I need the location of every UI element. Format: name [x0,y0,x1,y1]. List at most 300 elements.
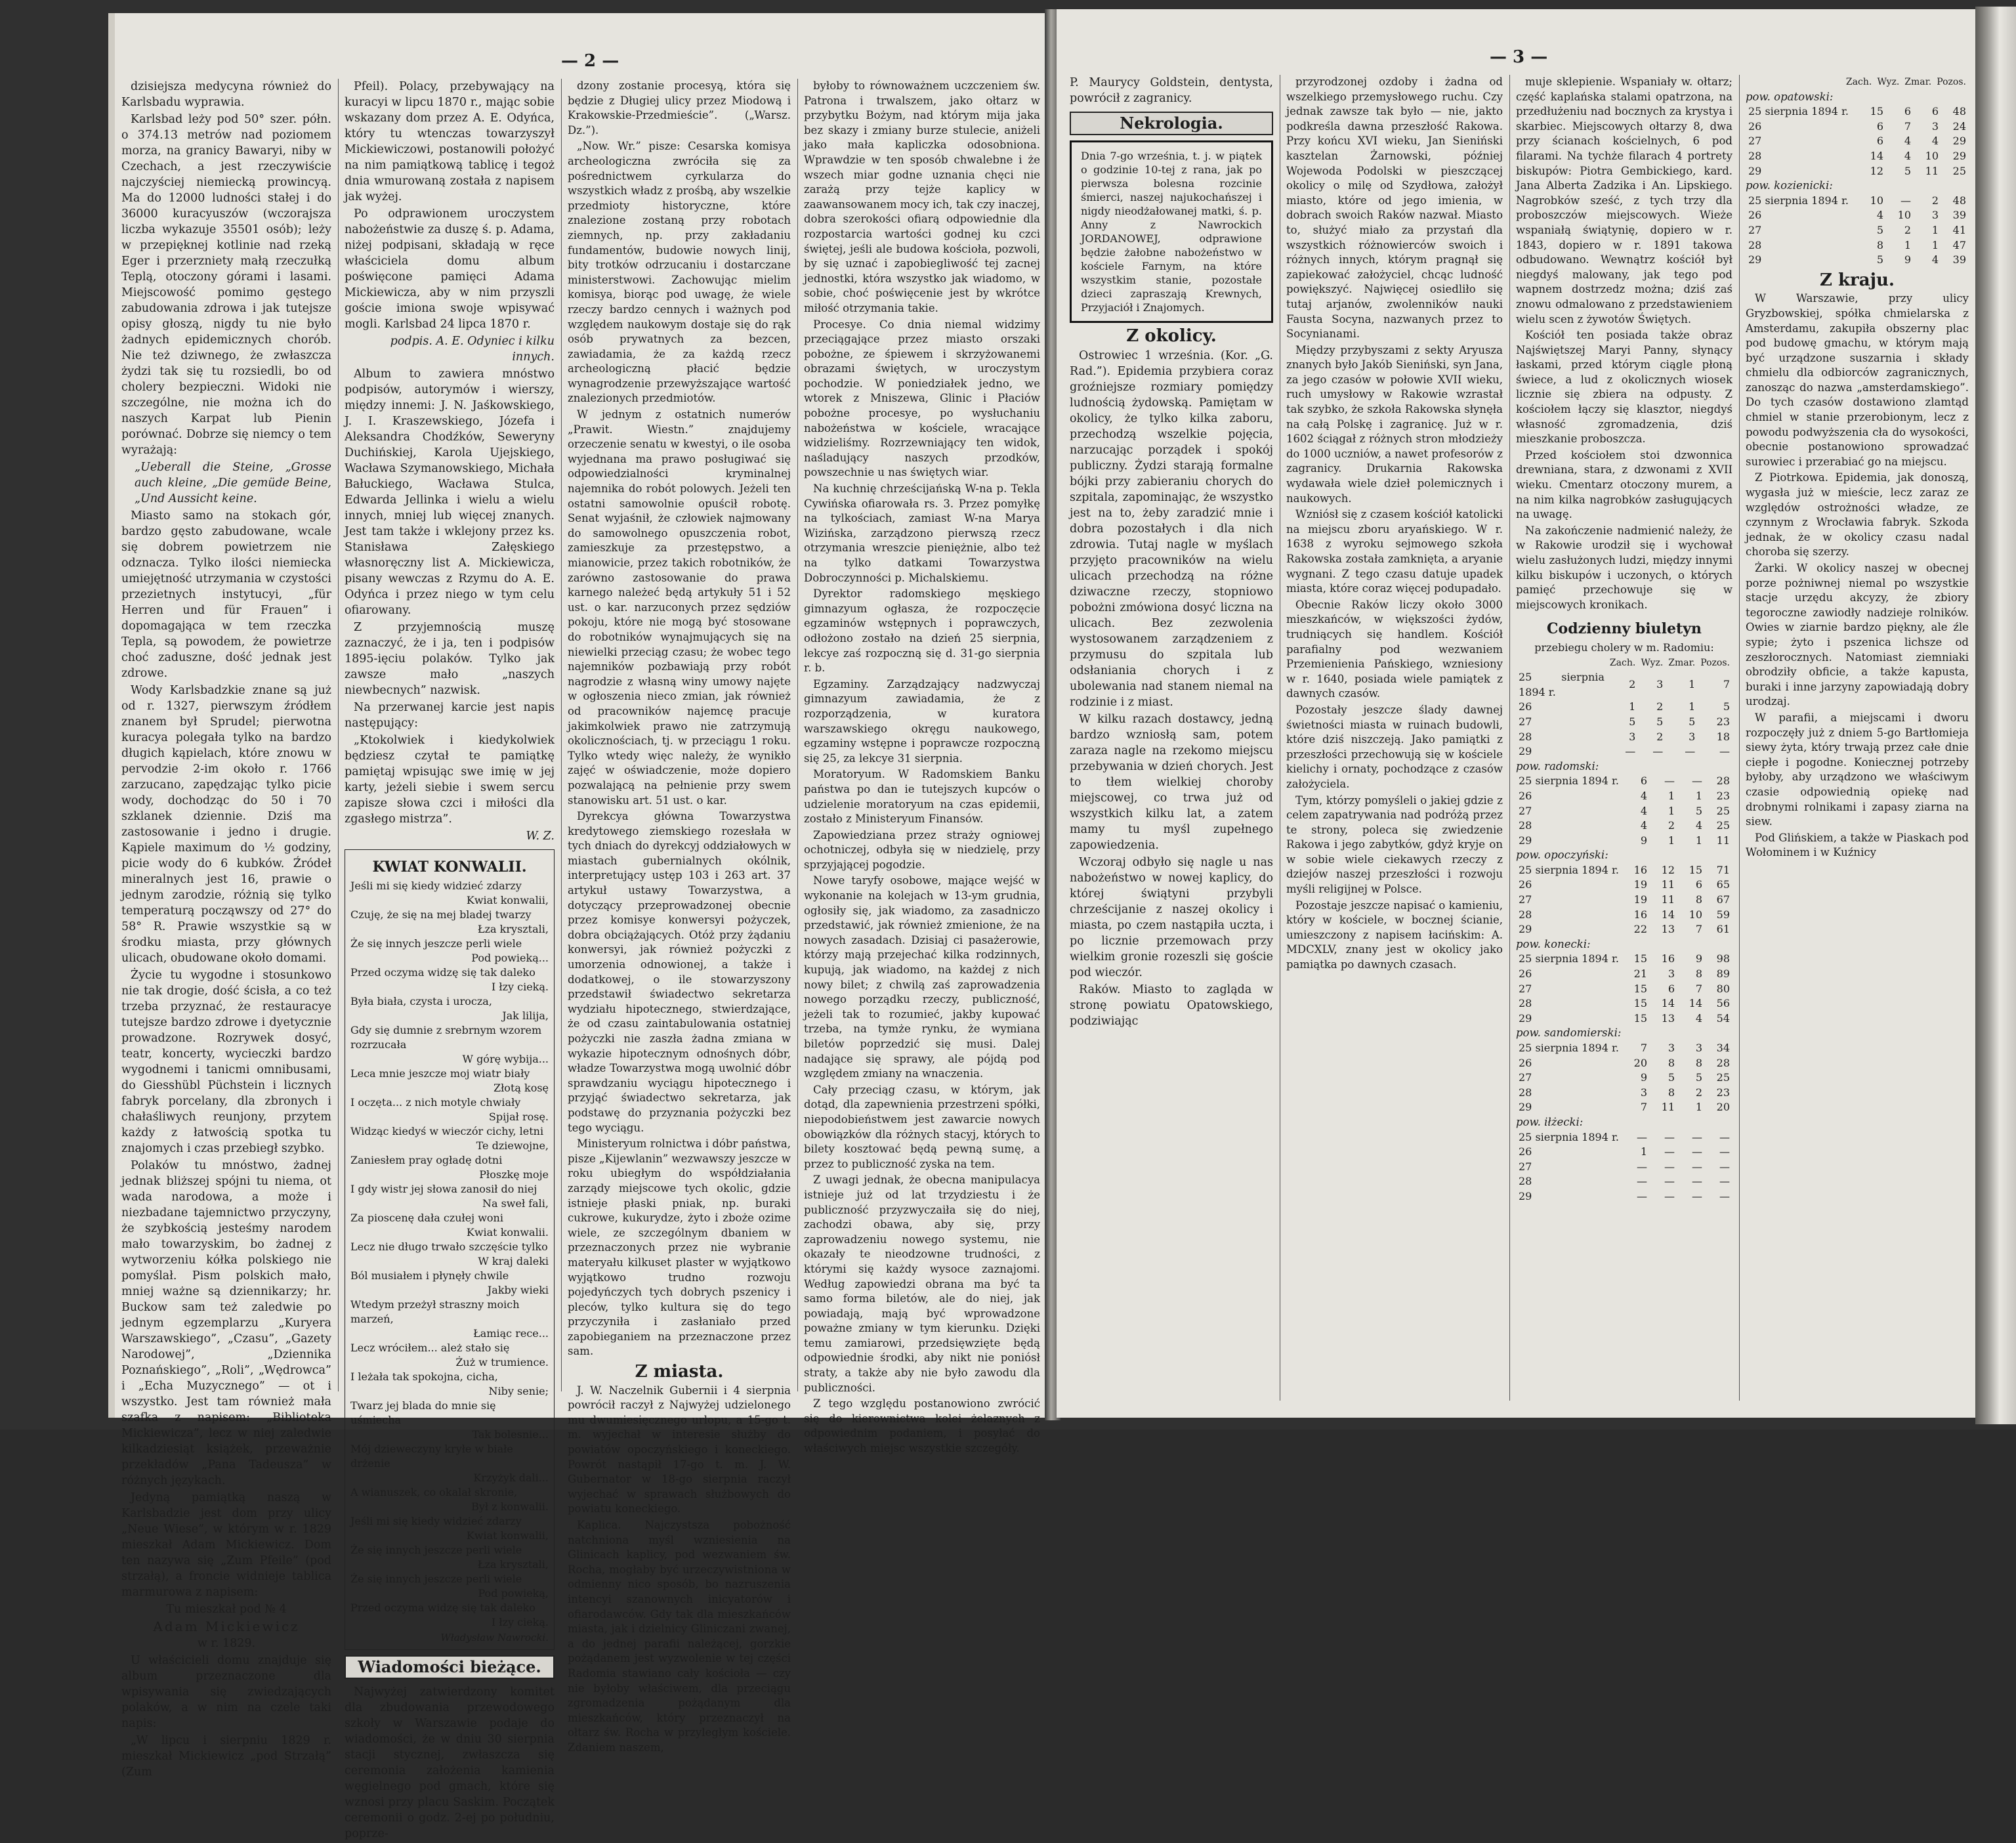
paragraph: przyrodzonej ozdoby i żadna od wszelkiego przemysłowego ruchu. Czy jednak zawsze tak było — nie, jakto podkreśla dawna przeszłość Rakowa. Przy końcu XVI wieku, Jan Sieniński kasztelan Żarnowski, później Wojewoda Podolski w pieszczącej okolicy o milę od Szydłowa, założył miasto, które od jego imienia, w dobrach swoich Raków nazwał. Miasto to, służyć miało za przystań dla wszystkich różnowierców swoich i różnych innych, którym pragnął się zapiekować założyciel, chcąc ludność powiększyć. Najwięcej osiedliło się tutaj arjanów, zwolenników nauki Fausta Socyna, nazwanych przez to Socynianami. [1286,75,1503,341]
poem-line: Twarz jej blada do mnie się uśmiecha [350,1399,496,1426]
stats-date: 27 [1748,135,1762,148]
stats-value: 4 [1640,804,1647,817]
stats-district-table [1746,194,1969,268]
stats-value: 59 [1716,908,1730,921]
stats-value: — [1664,1130,1675,1143]
stats-district-label: pow. radomski: [1516,759,1599,773]
stats-value: 12 [1661,863,1675,876]
stats-value: 8 [1668,1056,1675,1069]
stats-value: 6 [1904,105,1911,118]
stats-row [1746,104,1969,119]
stats-row [1516,996,1732,1011]
stats-header-cell: Wyz. [1641,657,1664,668]
poem-line: Zaniesłem pray ogładę dotni [350,1154,503,1166]
stats-value: 28 [1716,774,1730,788]
stats-value: — [1719,1189,1730,1202]
stats-value: 25 [1952,164,1966,177]
newspaper-page-left [108,13,1053,1840]
stats-value: 6 [1876,135,1883,148]
left-column-2 [345,79,555,1843]
poem-line: Na sweł fali, [482,1197,549,1210]
stats-value: 89 [1716,967,1730,981]
poem-line: Krzyżyk dali... [473,1472,549,1484]
poem-line: Jak lilija, [502,1009,549,1022]
stats-value: 7 [1904,119,1911,133]
stats-value: 11 [1661,893,1675,906]
stats-value: 71 [1716,863,1730,876]
stats-value: 8 [1876,238,1883,251]
book-edge [1975,7,2016,1424]
stats-value: — [1664,1145,1675,1158]
stats-value: 61 [1716,923,1730,936]
cholera-stats-table-radom [1516,656,1732,759]
stats-value: — [1685,745,1696,758]
poem-line: I łzy cieką. [491,1616,549,1628]
stats-value: 4 [1695,819,1702,832]
poem-line: Te dziewojne, [476,1139,549,1152]
stats-value: 56 [1716,997,1730,1010]
stats-value: 16 [1633,908,1647,921]
poem-line: Żuż w trumience. [455,1356,549,1368]
stats-value: 14 [1870,149,1883,162]
poem-line: Lecz wróciłem... ależ stało się [350,1342,510,1354]
stats-value: 16 [1633,863,1647,876]
stats-value: — [1719,1160,1730,1173]
stats-value: 28 [1716,1056,1730,1069]
stats-header-cell: Zmar. [1668,657,1696,668]
stats-value: 15 [1633,952,1647,965]
paragraph: U właścicieli domu znajduje się album przeznaczone dla wpisywania się zwiedzających polaków, a w nim na czele taki napis: [121,1654,331,1730]
stats-date: 27 [1519,715,1532,728]
stats-value: 4 [1931,253,1939,266]
stats-district-label: pow. opoczyński: [1516,849,1608,862]
stats-value: 29 [1952,149,1966,162]
stats-value: 3 [1689,730,1696,743]
stats-value: 1 [1668,804,1675,817]
stats-value: — [1637,1175,1647,1188]
stats-value: 1 [1668,834,1675,847]
stats-district-table [1516,1041,1732,1115]
stats-value: 8 [1695,1056,1702,1069]
stats-date: 26 [1519,789,1532,802]
paragraph: „Ktokolwiek i kiedykolwiek będziesz czytał te pamiątkę pamiętaj wpisując swe imię w jej karty, jeżeli siebie i swem sercu zapisze słowa czci i miłości dla zgasłego mistrza”. [345,734,555,826]
stats-date: 28 [1519,1086,1532,1099]
plaque-line: Tu mieszkał pod № 4 [166,1603,287,1616]
stats-value: 3 [1695,1042,1702,1054]
poem-line: Gdy się dumnie z srebrnym wzorem rozrzucała [350,1024,542,1051]
poem-line: I łzy cieką. [491,981,549,993]
stats-value: 39 [1952,209,1966,222]
stats-value: 21 [1633,967,1647,981]
stats-row [1516,670,1732,700]
stats-date: 28 [1519,819,1532,832]
stats-district-table [1516,774,1732,848]
poem-line: Pod powieką... [471,952,549,964]
stats-value: 19 [1633,893,1647,906]
stats-row [1516,818,1732,834]
stats-value: 6 [1876,119,1883,133]
poem-line: Jeśli mi się kiedy widzieć zdarzy [350,879,522,892]
stats-value: 4 [1904,149,1911,162]
paragraph: Wczoraj odbyło się nagle u nas nabożeństwo w nowej kaplicy, do której świątyni przybyli chrześcijanie z naszej okolicy i miasta, po czem nastąpiła uczta, i po licznie przemowach przy wielkim gronie rozeszli się goście pod wieczór. [1070,856,1273,979]
stats-date: 28 [1748,149,1762,162]
stats-value: 10 [1925,149,1939,162]
stats-row [1516,1189,1732,1204]
stats-value: — [1719,1145,1730,1158]
stats-value: 2 [1695,1086,1702,1099]
stats-value: 11 [1661,878,1675,891]
stats-header-row [1746,75,1969,90]
stats-value: 7 [1723,678,1730,691]
stats-district-label: pow. opatowski: [1746,90,1834,103]
stats-date: 28 [1748,238,1762,251]
poem-line: I leżała tak spokojna, cicha, [350,1370,498,1383]
stats-value: — [1664,1160,1675,1173]
obituary-notice: Dnia 7-go września, t. j. w piątek o godzinie 10-tej z rana, jak po pierwsza bolesna rozcinie śmierci, naszej najukochańszej i nigdy nieodżałowanej matki, ś. p. Anny z Nawrockich JORDANOWEJ, odprawione będzie żałobne nabożeństwo w kościele Farnym, na które wszystkim stanie, pozostałe dzieci zapraszają Krewnych, Przyjaciół i Znajomych. [1070,140,1273,323]
stats-value: 4 [1695,1011,1702,1025]
stats-row [1516,863,1732,878]
stats-value: 1 [1689,700,1696,713]
paragraph: Nowe taryfy osobowe, mające wejść w wykonanie na kolejach w 13-ym grudnia, ogłosiły się, jak wiadomo, za zasadniczo przedstawić, jak również zmienione, że na nowych zasadach. Dzisiaj ci pasażerowie, którzy mają przejechać kilka rodzinnych, kupują, jak wiadomo, na każdej z nich nowy bilet; z chwilą zaś zaprowadzenia nowego porządku rzeczy, publiczność, jeżeli tak to rozumieć, jakby kupować trzeba, na tymże rynku, że wymiana biletów poprzedzić się musi. Dalej nadające się sprawy, ale pójdą pod względem zmiany na wnaczenia. [804,874,1040,1080]
stats-date: 29 [1519,923,1532,936]
stats-header-cell: Pozos. [1937,77,1966,87]
stats-value: 10 [1897,209,1911,222]
paragraph: „W lipcu i sierpniu 1829 r. mieszkał Mickiewicz „pod Strzałą” (Zum [121,1734,331,1779]
stats-value: 5 [1876,223,1883,236]
poem-line: Że się innych jeszcze perli wiele [350,1573,522,1585]
paragraph: Procesye. Co dnia niemal widzimy przeciągające przez miasto orszaki pobożne, ze śpiewem i skrzyżowanemi obrazami świętych, w uroczystym pochodzie. W poniedziałek jedno, we wtorek z Mniszewa, Glinic i Płaciów pobożne procesye, po wysłuchaniu nabożeństwa w kościele, wracające widzieliśmy. Rozrzewniający ten widok, naśladujący naszych przodków, powszechnie u nas świętych wiar. [804,318,1040,479]
stats-value: 39 [1952,253,1966,266]
stats-value: 9 [1640,834,1647,847]
newspaper-page-right [1057,9,1982,1418]
stats-row [1516,834,1732,849]
stats-value: 11 [1925,164,1939,177]
paragraph: Na przerwanej karcie jest napis następujący: [345,701,555,730]
stats-date: 29 [1519,1101,1532,1114]
stats-value: — [1692,774,1702,788]
section-heading-country: Z kraju. [1820,270,1895,290]
stats-value: — [1692,1189,1702,1202]
stats-row [1516,1145,1732,1160]
stats-row [1516,744,1732,759]
stats-value: 1 [1931,238,1939,251]
stats-date: 27 [1519,804,1532,817]
paragraph: Album to zawiera mnóstwo podpisów, autorymów i wierszy, między innemi: J. N. Jaśkowskiego, J. I. Kraszewskiego, Józefa i Aleksandra Chodźków, Seweryny Duchińskiej, Karola Ujejskiego, Wacława Szymanowskiego, Michała Bałuckiego, Wacława Stulca, Edwarda Jellinka i wielu a wielu innych, mniej lub więcej znanych. Jest tam także i wklejony przez ks. Stanisława Załęskiego własnoręczny list A. Mickiewicza, pisany wewczas z Rzymu do A. E. Odyńca i przez niego w tym celu ofiarowany. [345,368,555,617]
stats-district-label: pow. sandomierski: [1516,1027,1622,1040]
right-column-2 [1286,75,1503,974]
stats-value: 14 [1661,908,1675,921]
stats-value: 4 [1931,135,1939,148]
column-rule [338,79,339,1391]
stats-row [1746,208,1969,223]
stats-value: 67 [1716,893,1730,906]
stats-row [1516,982,1732,997]
stats-value: 9 [1695,952,1702,965]
poem-line: Lecz nie długo trwało szczęście tylko [350,1240,548,1253]
stats-date: 27 [1748,223,1762,236]
paragraph: Pod Glińskiem, a także w Piaskach pod Wołominem i w Kuźnicy [1746,831,1969,859]
stats-date: 29 [1748,253,1762,266]
stats-value: 15 [1633,1011,1647,1025]
stats-row [1516,700,1732,715]
page-number-right: — 3 — [1490,47,1548,67]
stats-row [1746,149,1969,164]
stats-value: 5 [1629,715,1636,728]
stats-row [1516,1130,1732,1145]
stats-value: — [1652,745,1664,758]
signature-line: podpis. A. E. Odyniec i kilku innych. [390,335,555,364]
stats-row [1516,967,1732,982]
stats-value: 4 [1640,789,1647,802]
poem-line: Kwiat konwalii. [466,1226,549,1239]
stats-date: 27 [1519,982,1532,995]
stats-value: 4 [1640,819,1647,832]
stats-value: 25 [1716,819,1730,832]
stats-value: 20 [1633,1056,1647,1069]
stats-value: 1 [1695,1101,1702,1114]
stats-district-label: pow. konecki: [1516,937,1591,950]
paragraph: Przed kościołem stoi dzwonnica drewniana, stara, z dzwonami z XVII wieku. Cmentarz otoczony murem, a na nim kilka nagrobków zasługujących na uwagę. [1516,448,1732,521]
paragraph: muje sklepienie. Wspaniały w. ołtarz; część kaplańska stalami opatrzona, na przedłużeniu nad bocznych za krystya i skarbiec. Miejscowych ołtarzy 8, dwa przy ścianach kościelnych, 6 pod filarami. Na tychże filarach 4 portrety biskupów: Piotra Gembickiego, kard. Jana Alberta Zadzika i An. Lipskiego. Nagrobków sześć, z tych trzy dla proboszczów miejscowych. Wieże wspaniałą świątynię, dopiero w r. 1843, dopiero w r. 1891 takowa odbudowano. Wewnątrz kościół był niegdyś malowany, jak tego pod wapnem dostrzedz można; dziś zaś znowu odmalowano z przedstawieniem wielu scen z żywotów Świętych. [1516,75,1732,326]
poem-line: Pod powieką, [478,1587,549,1599]
paragraph: Między przybyszami z sekty Aryusza znanych było Jakób Sieniński, syn Jana, za jego czasów w połowie XVII wieku, ruch umysłowy w Rakowie wzrastał tak szybko, że szkoła Rakowska słynęła na całą Polskę i zagranicę. Już w r. 1602 ściągał z różnych stron młodzieży do 1000 uczniów, a nawet profesorów z zagranicy. Drukarnia Rakowska wydawała wiele dzieł polemicznych i naukowych. [1286,343,1503,505]
poem-line: Mój dzieweczyny kryłe w białe drżenie [350,1443,513,1470]
paragraph: J. W. Naczelnik Gubernii i 4 sierpnia powrócił raczył z Najwyżej udzielonego mu dwumiesięcznego urlopu, a 15-go t. m. wyjechał w interesie służby do powiatów opoczyńskiego i koneckiego. Powrót nastąpił 17-go t. m. J. W. Gubernator w 18-go sierpnia raczył wyjechać w sprawach służbowych do powiatu koneckiego. [568,1384,791,1515]
poem-title: KWIAT KONWALII. [372,858,527,876]
stats-value: 1 [1689,678,1696,691]
paragraph: byłoby to równoważnem uczczeniem św. Patrona i trwalszem, jako ołtarz w przybytku Bożym, nad którym mija jaka bez skazy i zmiany burze stulecie, aniżeli jako mała kapliczka odosobniona. Wprawdzie w ten sposób chwalebne i że wszech miar godne uznania chęci nie zarażą przy tejże kaplicy w zaawansowanem mocy ich, tak czy inaczej, dobra szerokości ofiarą odpowiednie dla rozpostarcia wartości godnej ku czci świętej, jeśli ale budowa kościoła, pozwoli, by się uznać i zapobiegliwość tej zacnej jednostki, która wszystko jak wiadomo, w sobie, choć poświęcenie jest by wkrótce miłość otrzymania takie. [804,79,1040,314]
stats-date: 26 [1748,119,1762,133]
stats-date: 25 sierpnia 1894 r. [1519,863,1619,876]
stats-date: 25 sierpnia 1894 r. [1519,952,1619,965]
paragraph: Dyrekcya główna Towarzystwa kredytowego ziemskiego rozesłała w tych dniach do dyrekcyj oddziałowych w miastach gubernialnych okólnik, interpretujący ustęp 103 i 263 art. 37 artykuł ustawy Towarzystwa, a dotyczący przeprowadzonej obecnie przez komisye konwersyi pożyczek, dobra obciążających. Otóż przy żądaniu konwersyi, jak również pożyczki z umorzenia odnowionej, a także i dodatkowej, o ile stowarzyszony przedstawił świadectwo sekretarza wydziału hipotecznego, stwierdzające, że od czasu zaintabulowania ostatniej pożyczki nie zaszła żadna zmiana w wykazie hipotecznym odnośnych dóbr, władze Towarzystwa mogą uwolnić dóbr sprawdzaniu wyciągu hipotecznego i przyjąć świadectwo sekretarza, jak podstawę do przyznania pożyczki bez tego wyciągu. [568,810,791,1134]
stats-value: 15 [1689,863,1702,876]
poem-line: Łza krysztali, [477,923,549,935]
stats-value: 3 [1668,1042,1675,1054]
stats-value: — [1692,1175,1702,1188]
poem-line: Jeśli mi się kiedy widzieć zdarzy [350,1515,522,1527]
stats-value: 11 [1661,1101,1675,1114]
poem-line: Był z konwalii. [471,1500,549,1513]
stats-value: 14 [1661,997,1675,1010]
poem-line: Jakby wieki [487,1284,549,1296]
stats-value: 25 [1716,1071,1730,1084]
stats-value: — [1664,1175,1675,1188]
paragraph: Moratoryum. W Radomskiem Banku państwa po dan ie tutejszych kupców o udzielenie moratoryum na czas epidemii, zostało z Ministeryum Finansów. [804,768,1040,826]
stats-value: 18 [1716,730,1730,743]
stats-row [1746,194,1969,209]
stats-value: 15 [1633,997,1647,1010]
paragraph: Z uwagi jednak, że obecna manipulacya istnieje już od lat trzydziestu i że publiczność przyzwyczaiła się do niej, zachodzi obawa, aby się, przy zaprowadzeniu nowego systemu, nie okazały te nieodzowne trudności, z którymi się każdy wysoce zaznajomi. Według zapowiedzi obrana ma być ta samo forma biletów, ale do niej, jak powiadają, mają być wprowadzone poważne zmiany w tym kierunku. Dzięki temu zamiarowi, przedsięwzięte będą odpowiednie środki, aby nikt nie poniósł straty, a także aby nie było zawodu dla publiczności. [804,1174,1040,1394]
paragraph: Karlsbad leży pod 50° szer. półn. o 374.13 metrów nad poziomem morza, na granicy Bawaryi, niby w Czechach, a jest rzeczywiście najczyściej niemiecką prowincyą. Ma do 12000 ludności stałej i do 36000 kuracyuszów (wczorajsza liczba wykazuje 35501 osób); leży w przepięknej kotlinie nad rzeką Eger i przerzniety małą rzeczułką Teplą, otoczony górami i lasami. Miejscowość pomimo gęstego zabudowania zdrowa i jak tutejsze opisy głoszą, nigdy tu nie było żadnych epidemicznych chorób. Nie też dziwnego, że zwłaszcza żydzi tak się tu rozsiedli, bo od cholery bezpieczni. Widoki nie szczególne, nie można ich do naszych Karpat lub Pienin porównać. Dobrze się niemcy o tem wyrażają: [121,113,331,457]
stats-value: 15 [1870,105,1883,118]
poem-line: Była biała, czysta i urocza, [350,995,492,1007]
stats-date: 27 [1519,893,1532,906]
paragraph: Obecnie Raków liczy około 3000 mieszkańców, w większości żydów, trudniących się handlem. Kościół parafialny pod wezwaniem Przemienienia Pańskiego, wzniesiony w r. 1640, posiada wiele pamiątek z dawnych czasów. [1286,598,1503,700]
paragraph: Jedyną pamiątką naszą w Karlsbadzie jest dom przy ulicy „Neue Wiese”, w którym w r. 1829 mieszkał Adam Mickiewicz. Dom ten nazywa się „Zum Pfeile” (pod strzałą), a froncie widnieje tablica marmurowa z napisem: [121,1491,331,1599]
stats-value: 3 [1640,1086,1647,1099]
stats-value: 65 [1716,878,1730,891]
stats-value: 1 [1904,238,1911,251]
stats-value: 15 [1633,982,1647,995]
paragraph: W kilku razach dostawcy, jedną bardzo wzniosłą sam, potem zaraza nagle na rzekomo miejscu przebywania w dzień chorych. Jest to tłem wielkiej choroby miejscowej, co trwa już od wszystkich kilku lat, a zatem mamy tu myśl zupełnego zapowiedzenia. [1070,713,1273,852]
stats-value: 1 [1640,1145,1647,1158]
stats-value: 2 [1904,223,1911,236]
stats-date: 26 [1748,209,1762,222]
stats-value: 1 [1931,223,1939,236]
paragraph: Ostrowiec 1 września. (Kor. „G. Rad.”). Epidemia przybiera coraz groźniejsze rozmiary pomiędzy ludnością żydowską. Pamiętam w okolicy, że tylko kilka zaboru, przechodzą wszelkie pojęcia, narzucając porządek i spokój publiczny. Żydzi starają formalne bójki przy zabieraniu chorych do szpitala, zapominając, że wszystko jest na to, żeby zaradzić mnie i dobra pozostałych i dla nich zdrowia. Tutaj nagle w myślach przyjęto pracowników na wielu ulicach przechodzą na różne dziwaczne rzeczy, stopniowo pobożni zmówiona dosyć liczna na ulicach. Bez zezwolenia wystosowanem zarządzeniem z przymusu do szpitala lub odsłaniania chorych i z ubolewania nad stanem niemal na rodzinie i z miast. [1070,349,1273,709]
stats-value: 23 [1716,789,1730,802]
right-column-1 [1070,75,1273,1030]
stats-row [1746,238,1969,253]
stats-date: 25 sierpnia 1894 r. [1519,671,1605,698]
left-column-3 [568,79,791,1757]
stats-date: 26 [1519,700,1532,713]
stats-value: 54 [1716,1011,1730,1025]
stats-value: — [1692,1160,1702,1173]
stats-value: 6 [1695,878,1702,891]
stats-row [1516,1070,1732,1086]
column-rule [561,79,562,1391]
stats-value: 3 [1656,678,1664,691]
stats-value: 19 [1633,878,1647,891]
stats-row [1746,164,1969,179]
stats-header-cell: Wyz. [1877,77,1900,87]
paragraph: Kaplica. Najczystsza pobożność natchniona myśl wzniesienia na Glinicach kaplicy, pod wezwaniem św. Rocha, mogłaby być urzeczywistniona w odmienny nico sposób, bo nazruszenia intencyi szanownych inicyatorów i ofiarodawców. Gdy tak dla mieszkańców miasta, jak i dzielnicy Gliniczani zwanej, a do jednej parafii należącej, gorzkie pożądanem jest wyzwolenie w tej części Radomia stawiano cały kościoła — czy nie byłoby właściwem, dla przeciągu zgromadzenia pożądanym dla mieszkańców, który przeznaczył na ołtarz św. Rocha w przyległym kościele. Zdaniem naszem, [568,1519,791,1754]
stats-value: 7 [1695,982,1702,995]
section-heading-region: Z okolicy. [1126,326,1217,346]
stats-value: — [1719,745,1730,758]
stats-date: 28 [1519,1175,1532,1188]
poem-line: A wianuszek, co okalał skronie, [350,1486,518,1498]
stats-value: 14 [1689,997,1702,1010]
stats-value: 6 [1931,105,1939,118]
poem-line: Przed oczyma widzę się tak daleko [350,966,536,979]
stats-value: 8 [1668,1086,1675,1099]
stats-row [1516,922,1732,937]
stats-value: 3 [1668,967,1675,981]
paragraph: Ministeryum rolnictwa i dóbr państwa, pisze „Kijewlanin” wezwawszy jeszcze w roku ubiegłym do współdziałania zarządy miejscowe tych okolic, gdzie istnieje płaski pniak, np. buraki cukrowe, kukurydze, żyto i zboże ozime wiele, ze szczególnym dbaniem w przeznaczonych przez nie wybranie materyału kilkuset plaster w wyjątkowo wyjątkowo trudno rozwoju pojedyńczych tych dobrych pszenicy i pleców, tylko kultura się do tego przyczyniła i zasłaniało przed zapobieganiem na przeznaczone przez sam. [568,1137,791,1358]
section-heading-news: Wiadomości bieżące. [345,1655,555,1679]
stats-value: — [1900,194,1911,207]
stats-value: 25 [1716,804,1730,817]
stats-value: 22 [1633,923,1647,936]
stats-value: — [1637,1130,1647,1143]
stats-row [1746,253,1969,268]
stats-header-cell: Zach. [1609,657,1636,668]
stats-value: — [1719,1175,1730,1188]
stats-date: 28 [1519,730,1532,743]
stats-value: 2 [1629,678,1636,691]
poem-line: W górę wybija... [462,1053,549,1065]
paragraph: dzisiejsza medycyna również do Karlsbadu wyprawia. [121,80,331,109]
stats-date: 29 [1519,834,1532,847]
stats-header-cell: Pozos. [1700,657,1730,668]
stats-date: 25 sierpnia 1894 r. [1519,1042,1619,1054]
stats-row [1516,1100,1732,1115]
stats-value: 10 [1870,194,1883,207]
stats-value: — [1637,1189,1647,1202]
stats-value: 23 [1716,715,1730,728]
stats-value: 16 [1661,952,1675,965]
stats-district-label: pow. kozienicki: [1746,179,1833,192]
stats-header-row [1516,656,1732,671]
poem-line: Łza krysztali, [477,1558,549,1571]
paragraph: Tym, którzy pomyśleli o jakiej gdzie z celem zapatrywania nad podróżą przez te strony, poleca się zwiedzenie Rakowa i jego zabytków, gdyż kryje on w sobie wiele ciekawych rzeczy z dziejów naszej przeszłości i rozwoju myśli religijnej w Polsce. [1286,794,1503,896]
poem-line: Spijał rosę. [488,1111,549,1123]
paragraph: Pfeil). Polacy, przebywający na kuracyi w lipcu 1870 r., mając sobie wskazany dom przez A. E. Odyńca, który tu wtenczas towarzyszył Mickiewiczowi, postanowili położyć na nim pamiątkową tablicę i tegoż dnia wmurowaną została z napisem jak wyżej. [345,80,555,203]
stats-row [1516,789,1732,804]
stats-date: 25 sierpnia 1894 r. [1519,1130,1619,1143]
poem-line: I oczęta... z nich motyle chwiały [350,1096,521,1109]
poem-line: Przed oczyma widzę się tak daleko [350,1601,536,1614]
paragraph: Z tego względu postanowiono zwrócić się do kierownictwa kolei żelaznych z odpowiednim podaniem, i posyłać do właściwych miejsc wszystkie szczegóły. [804,1397,1040,1455]
stats-value: 41 [1952,223,1966,236]
paragraph: Zapowiedziana przez straży ogniowej ochotniczej, odbyła się w niedzielę, przy sprzyjającej pogodzie. [804,828,1040,871]
stats-value: 7 [1640,1042,1647,1054]
stats-row [1516,878,1732,893]
poem-line: W kraj daleki [478,1255,549,1267]
stats-row [1516,804,1732,819]
author-initials: W. Z. [526,830,555,843]
stats-value: 6 [1668,982,1675,995]
stats-header-blank [1516,656,1607,671]
stats-value: 13 [1661,923,1675,936]
paragraph: Życie tu wygodne i stosunkowo nie tak drogie, dość ścisła, a co też trzeba przyznać, że restauracye tutejsze bardzo zdrowe i dyetycznie prowadzone. Rozrywek dosyć, teatr, koncerty, wycieczki bardzo wygodnemi i tanicmi omnibusami, do Giesshübl Püchstein i licznych fabryk porcelany, dla zbronych i chałaśliwych reunjony, przytem każdy z łatwością spotka tu znajomych i czas przebiegł szybko. [121,969,331,1155]
stats-row [1516,952,1732,967]
stats-value: 98 [1716,952,1730,965]
left-column-4 [804,79,1040,1458]
poem-line: Kwiat konwalii, [466,1529,549,1542]
stats-date: 26 [1519,967,1532,981]
cholera-stats-continued [1746,75,1969,268]
poem-line: Wtedym przeżył straszny moich marzeń, [350,1298,520,1325]
stats-value: 6 [1640,774,1647,788]
poem-line: Za pioscenę dała czułej woni [350,1212,503,1224]
stats-value: 8 [1695,893,1702,906]
poem-line: Widząc kiedyś w wieczór cichy, letni [350,1125,544,1137]
poem-line: Niby senie; [488,1385,549,1397]
stats-value: 7 [1640,1101,1647,1114]
poem-line: Że się innych jeszcze perli wiele [350,937,522,950]
stats-value: 4 [1876,209,1883,222]
paragraph: Raków. Miasto to zagląda w stronę powiatu Opatowskiego, podziwiając [1070,983,1273,1028]
paragraph: dzony zostanie procesyą, która się będzie z Długiej ulicy przez Miodową i Krakowskie-Przedmieście”. („Warsz. Dz.”). [568,79,791,137]
stats-value: 4 [1904,135,1911,148]
stats-value: 9 [1640,1071,1647,1084]
stats-row [1516,908,1732,923]
stats-value: 5 [1695,1071,1702,1084]
stats-row [1516,1011,1732,1027]
poem-line: Że się innych jeszcze perli wiele [350,1544,522,1556]
stats-value: — [1637,1160,1647,1173]
stats-header-blank [1746,75,1843,90]
poem-line: Czuję, że się na mej bladej twarzy [350,908,532,921]
section-heading-city: Z miasta. [635,1362,724,1382]
stats-value: 11 [1716,834,1730,847]
stats-row [1516,730,1732,745]
stats-value: — [1692,1145,1702,1158]
stats-value: 1 [1695,789,1702,802]
stats-district-label: pow. iłżecki: [1516,1115,1584,1128]
paragraph: Najwyżej zatwierdzony komitet dla zbudowania przewodowego szkoły w Warszawie podaje do wiadomości, że w dniu 30 sierpnia stacji stycznej, zwłaszcza się ceremonia założenia kamienia węgielnego pod gmach, które się wznosi przy placu Saskim. Początek ceremonii o godz. 2-ej po południu, poprze- [345,1685,555,1840]
stats-value: 48 [1952,194,1966,207]
stats-district-table [1516,952,1732,1026]
poem-line: Leca mnie jeszcze moj wiatr biały [350,1067,530,1080]
stats-value: 8 [1695,967,1702,981]
stats-value: 24 [1952,119,1966,133]
left-column-1 [121,79,331,1781]
